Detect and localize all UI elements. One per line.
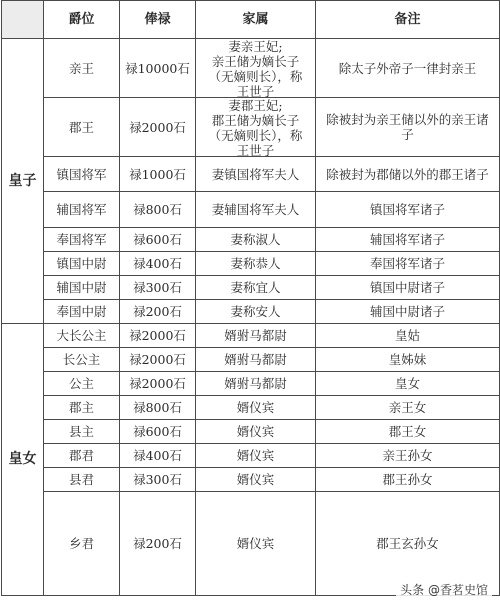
- rank-cell: 奉国将军: [44, 228, 120, 252]
- stipend-cell: 禄800石: [120, 396, 196, 420]
- note-cell: [316, 98, 500, 157]
- stipend-cell: 禄400石: [120, 252, 196, 276]
- stipend-cell: 禄800石: [120, 192, 196, 228]
- note-cell: 辅国将军诸子: [316, 228, 500, 252]
- note-cell: 亲王女: [316, 396, 500, 420]
- family-cell: 婿仪宾: [196, 492, 316, 596]
- stipend-cell: 禄2000石: [120, 98, 196, 157]
- note-cell: 辅国中尉诸子: [316, 300, 500, 324]
- family-cell: 婿驸马都尉: [196, 372, 316, 396]
- table-row: [2, 276, 500, 300]
- rank-cell: 县主: [44, 420, 120, 444]
- table-row: [2, 468, 500, 492]
- stipend-cell: 禄10000石: [120, 39, 196, 98]
- rank-cell: 大长公主: [44, 324, 120, 348]
- stipend-cell: 禄300石: [120, 468, 196, 492]
- family-cell: 婿仪宾: [196, 420, 316, 444]
- note-cell: 除被封为郡储以外的郡王诸子: [316, 157, 500, 192]
- stipend-cell: 禄300石: [120, 276, 196, 300]
- note-cell: 郡王玄孙女: [316, 492, 500, 596]
- header-family: 家属: [196, 1, 316, 39]
- stipend-cell: 禄600石: [120, 420, 196, 444]
- family-cell: 妻镇国将军夫人: [196, 157, 316, 192]
- header-note: 备注: [316, 1, 500, 39]
- table-row: [2, 252, 500, 276]
- table-row: [2, 324, 500, 348]
- note-cell: 郡王女: [316, 420, 500, 444]
- rank-cell: 辅国将军: [44, 192, 120, 228]
- table-row: [2, 192, 500, 228]
- rank-cell: 长公主: [44, 348, 120, 372]
- stipend-cell: 禄1000石: [120, 157, 196, 192]
- family-cell: 婿驸马都尉: [196, 324, 316, 348]
- header-row: [2, 1, 500, 39]
- rank-cell: 辅国中尉: [44, 276, 120, 300]
- note-line: 除被封为亲王储以外的亲王诸: [326, 112, 489, 127]
- rank-cell: 郡君: [44, 444, 120, 468]
- rank-cell: 县君: [44, 468, 120, 492]
- family-cell: 妻称安人: [196, 300, 316, 324]
- note-cell: 除太子外帝子一律封亲王: [316, 39, 500, 98]
- rank-cell: 奉国中尉: [44, 300, 120, 324]
- family-cell: 婿仪宾: [196, 396, 316, 420]
- header-rank: 爵位: [44, 1, 120, 39]
- note-cell: 皇女: [316, 372, 500, 396]
- note-cell: 亲王孙女: [316, 444, 500, 468]
- family-cell: 婿仪宾: [196, 468, 316, 492]
- family-line: 王世子: [236, 143, 275, 156]
- note-cell: 皇姑: [316, 324, 500, 348]
- family-line: 郡王储为嫡长子: [211, 113, 300, 128]
- table-row: [2, 444, 500, 468]
- family-cell: 妻辅国将军夫人: [196, 192, 316, 228]
- table-row: [2, 98, 500, 157]
- rank-cell: 郡主: [44, 396, 120, 420]
- group-label-daughters: 皇女: [2, 324, 44, 596]
- note-cell: 皇姊妹: [316, 348, 500, 372]
- family-line: （无嫡则长），称: [208, 128, 303, 143]
- rank-cell: 郡王: [44, 98, 120, 157]
- header-corner: [2, 1, 44, 39]
- table-row: [2, 372, 500, 396]
- table-row: [2, 300, 500, 324]
- rank-cell: 公主: [44, 372, 120, 396]
- family-line: 妻亲王妃;: [228, 39, 283, 54]
- stipend-cell: 禄200石: [120, 492, 196, 596]
- family-cell: 婿仪宾: [196, 444, 316, 468]
- table-row: [2, 228, 500, 252]
- table-row: [2, 157, 500, 192]
- rank-cell: 乡君: [44, 492, 120, 596]
- nobility-table: [1, 0, 500, 596]
- note-cell: 郡王孙女: [316, 468, 500, 492]
- family-cell: [196, 98, 316, 157]
- stipend-cell: 禄200石: [120, 300, 196, 324]
- group-label-sons: 皇子: [2, 39, 44, 324]
- table-row: [2, 420, 500, 444]
- stipend-cell: 禄2000石: [120, 348, 196, 372]
- family-cell: 婿驸马都尉: [196, 348, 316, 372]
- table-row: [2, 396, 500, 420]
- table-row: [2, 39, 500, 98]
- watermark: 头条 @香茗史馆: [396, 580, 492, 599]
- note-cell: 奉国将军诸子: [316, 252, 500, 276]
- note-line: 子: [401, 127, 414, 142]
- rank-cell: 镇国中尉: [44, 252, 120, 276]
- family-line: 妻郡王妃;: [228, 98, 283, 113]
- family-line: 亲王储为嫡长子: [211, 54, 300, 69]
- stipend-cell: 禄600石: [120, 228, 196, 252]
- family-cell: 妻称恭人: [196, 252, 316, 276]
- stipend-cell: 禄400石: [120, 444, 196, 468]
- header-stipend: 俸禄: [120, 1, 196, 39]
- rank-cell: 镇国将军: [44, 157, 120, 192]
- note-cell: 镇国将军诸子: [316, 192, 500, 228]
- family-cell: 妻称宜人: [196, 276, 316, 300]
- family-cell: [196, 39, 316, 98]
- table-row: [2, 348, 500, 372]
- stipend-cell: 禄2000石: [120, 324, 196, 348]
- family-cell: 妻称淑人: [196, 228, 316, 252]
- stipend-cell: 禄2000石: [120, 372, 196, 396]
- family-line: 王世子: [236, 84, 275, 97]
- family-line: （无嫡则长），称: [208, 69, 303, 84]
- note-cell: 镇国中尉诸子: [316, 276, 500, 300]
- rank-cell: 亲王: [44, 39, 120, 98]
